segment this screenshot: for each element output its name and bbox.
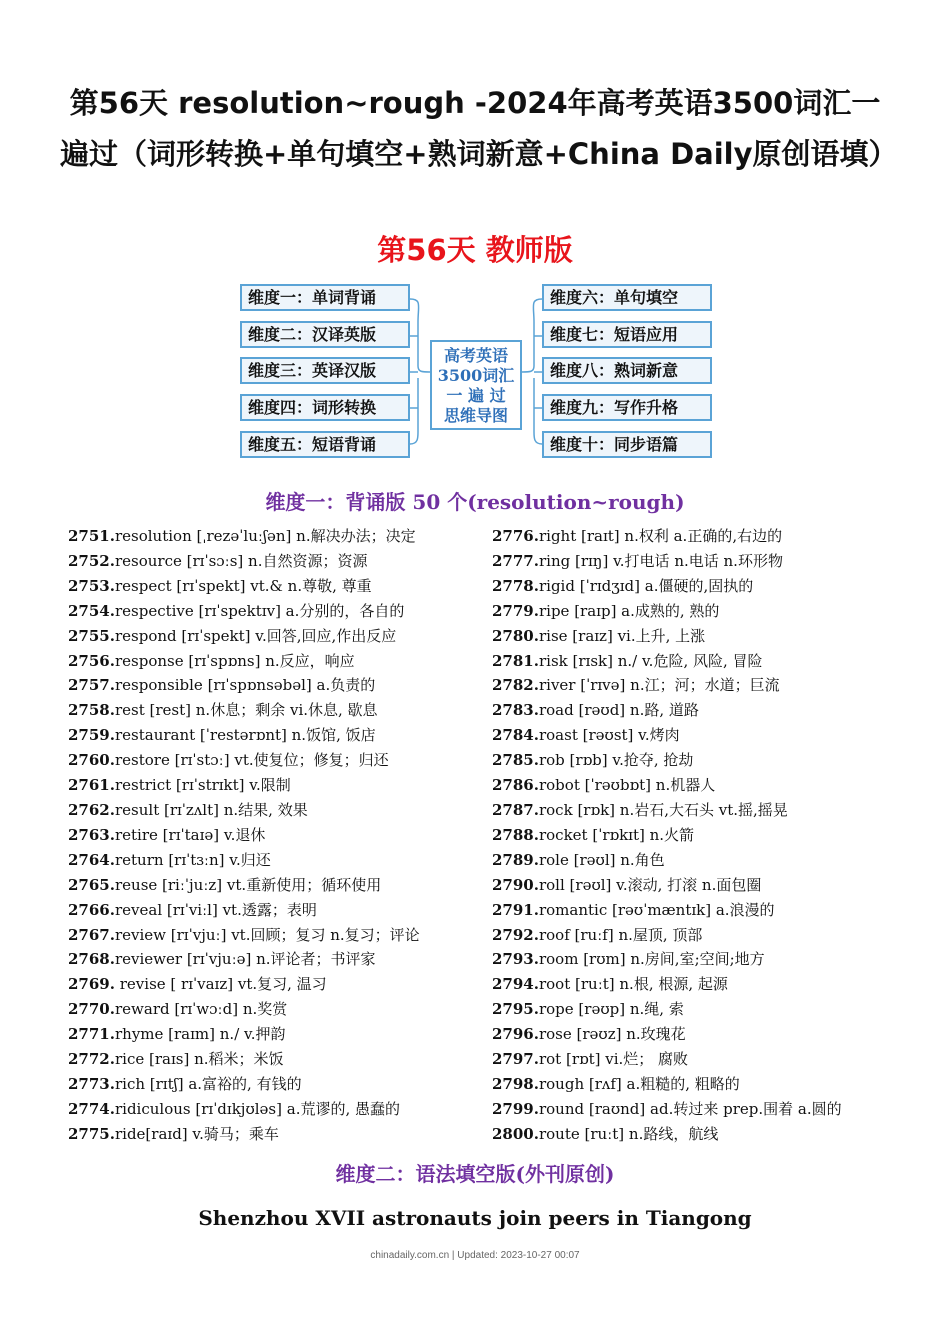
vocab-number: 2790.	[492, 875, 539, 894]
center-line-1: 高考英语	[443, 346, 508, 365]
vocab-number: 2768.	[68, 950, 115, 969]
vocab-number: 2753.	[68, 576, 115, 595]
vocab-entry	[492, 848, 842, 873]
vocab-definition: retire [rɪˈtaɪə] v.退休	[114, 825, 266, 844]
vocab-definition: return [rɪˈtɜːn] v.归还	[114, 850, 271, 869]
vocab-number: 2752.	[68, 551, 115, 570]
vocab-entry	[68, 1097, 420, 1122]
vocab-entry	[68, 873, 420, 898]
vocab-entry	[492, 599, 842, 624]
vocab-definition: ring [rɪŋ] v.打电话 n.电话 n.环形物	[538, 551, 783, 570]
vocab-entry	[68, 649, 420, 674]
vocab-entry	[492, 649, 842, 674]
dimension-box-10: 维度十：同步语篇	[542, 431, 712, 458]
vocab-number: 2775.	[68, 1124, 115, 1143]
vocab-number: 2794.	[492, 975, 539, 994]
vocab-definition: romantic [rəʊˈmæntɪk] a.浪漫的	[538, 900, 775, 919]
vocab-definition: root [ruːt] n.根, 根源, 起源	[538, 975, 728, 994]
vocab-definition: rice [raɪs] n.稻米；米饭	[114, 1050, 284, 1069]
vocab-definition: ridiculous [rɪˈdɪkjʊləs] a.荒谬的, 愚蠢的	[114, 1099, 400, 1118]
vocab-number: 2755.	[68, 626, 115, 645]
vocab-number: 2793.	[492, 950, 539, 969]
dimension-box-2: 维度二：汉译英版	[240, 321, 410, 348]
vocab-entry	[68, 524, 420, 549]
vocab-number: 2776.	[492, 527, 539, 545]
dimension-box-8: 维度八：熟词新意	[542, 357, 712, 384]
vocab-definition: robot [ˈrəʊbɒt] n.机器人	[538, 776, 716, 795]
vocab-number: 2754.	[68, 601, 115, 620]
vocab-entry	[492, 997, 842, 1022]
dimension-box-7: 维度七：短语应用	[542, 321, 712, 348]
vocab-number: 2774.	[68, 1099, 115, 1118]
vocab-entry	[68, 698, 420, 723]
vocab-entry	[492, 1022, 842, 1047]
vocab-definition: rigid [ˈrɪdʒɪd] a.僵硬的,固执的	[538, 576, 754, 595]
vocab-definition: route [ruːt] n.路线，航线	[538, 1124, 719, 1143]
vocab-number: 2798.	[492, 1074, 539, 1093]
vocab-definition: restrict [rɪˈstrɪkt] v.限制	[114, 776, 291, 795]
vocab-number: 2795.	[492, 1000, 539, 1019]
vocab-definition: ride[raɪd] v.骑马；乘车	[114, 1124, 279, 1143]
dimension-box-3: 维度三：英译汉版	[240, 357, 410, 384]
vocab-definition: reviewer [rɪˈvjuːə] n.评论者；书评家	[114, 950, 376, 969]
vocab-number: 2751.	[68, 527, 115, 545]
vocab-number: 2765.	[68, 875, 115, 894]
article-title: Shenzhou XVII astronauts join peers in Tiangong	[198, 1206, 752, 1230]
vocab-definition: round [raʊnd] ad.转过来 prep.围着 a.圆的	[538, 1099, 842, 1118]
vocab-entry	[68, 773, 420, 798]
vocab-number: 2782.	[492, 676, 539, 695]
vocab-definition: rough [rʌf] a.粗糙的, 粗略的	[538, 1074, 740, 1093]
dimension-box-9: 维度九：写作升格	[542, 394, 712, 421]
vocab-number: 2770.	[68, 1000, 115, 1019]
vocab-number: 2787.	[492, 800, 539, 819]
vocab-definition: resolution [ˌrezəˈluːʃən] n.解决办法；决定	[114, 527, 416, 545]
center-line-2: 3500词汇	[437, 366, 515, 385]
vocab-entry	[68, 848, 420, 873]
vocab-entry	[68, 798, 420, 823]
vocab-number: 2756.	[68, 651, 115, 670]
vocab-entry	[492, 1097, 842, 1122]
vocab-entry	[68, 898, 420, 923]
vocab-entry	[492, 923, 842, 948]
vocab-number: 2779.	[492, 601, 539, 620]
vocab-definition: river [ˈrɪvə] n.江；河；水道；巨流	[538, 676, 780, 695]
page-subtitle: 第56天 教师版	[377, 233, 573, 267]
vocab-entry	[492, 873, 842, 898]
vocab-number: 2788.	[492, 825, 539, 844]
vocab-definition: room [rʊm] n.房间,室;空间;地方	[538, 950, 765, 969]
vocab-definition: roast [rəʊst] v.烤肉	[538, 726, 680, 745]
vocab-definition: restore [rɪˈstɔː] vt.使复位；修复；归还	[114, 751, 389, 770]
vocab-entry	[68, 1047, 420, 1072]
vocab-entry	[492, 549, 842, 574]
vocab-column-left	[68, 524, 420, 1147]
vocab-entry	[68, 1072, 420, 1097]
page-title: 第56天 resolution~rough -2024年高考英语3500词汇一遍过（词形转换+单句填空+熟词新意+China Daily原创语填）	[60, 86, 898, 171]
vocab-number: 2766.	[68, 900, 115, 919]
center-line-3: 一 遍 过	[446, 386, 506, 405]
section-heading-grammar: 维度二：语法填空版(外刊原创)	[335, 1162, 615, 1186]
vocab-number: 2778.	[492, 576, 539, 595]
vocab-entry	[68, 1122, 420, 1147]
vocab-number: 2771.	[68, 1025, 115, 1044]
vocab-entry	[492, 748, 842, 773]
vocab-definition: rob [rɒb] v.抢夺, 抢劫	[538, 751, 694, 770]
vocab-number: 2784.	[492, 726, 539, 745]
vocab-definition: road [rəʊd] n.路, 道路	[538, 701, 699, 720]
vocab-entry	[68, 972, 420, 997]
vocab-entry	[492, 798, 842, 823]
vocab-entry	[492, 1122, 842, 1147]
vocab-number: 2762.	[68, 800, 115, 819]
vocab-number: 2791.	[492, 900, 539, 919]
vocab-number: 2764.	[68, 850, 115, 869]
vocab-definition: rocket [ˈrɒkɪt] n.火箭	[538, 825, 695, 844]
vocab-number: 2783.	[492, 701, 539, 720]
vocab-entry	[68, 923, 420, 948]
vocab-definition: result [rɪˈzʌlt] n.结果, 效果	[114, 800, 308, 819]
vocab-entry	[492, 972, 842, 997]
vocab-number: 2763.	[68, 825, 115, 844]
vocab-definition: rise [raɪz] vi.上升, 上涨	[538, 626, 706, 645]
vocab-number: 2785.	[492, 751, 539, 770]
vocab-entry	[492, 723, 842, 748]
vocab-column-right	[492, 524, 842, 1147]
vocab-definition: resource [rɪˈsɔːs] n.自然资源；资源	[114, 551, 368, 570]
vocab-definition: risk [rɪsk] n./ v.危险, 风险, 冒险	[538, 651, 763, 670]
vocab-entry	[492, 524, 842, 549]
vocab-number: 2767.	[68, 925, 115, 944]
vocab-entry	[492, 947, 842, 972]
vocab-number: 2758.	[68, 701, 115, 720]
vocab-entry	[492, 1047, 842, 1072]
vocab-definition: review [rɪˈvjuː] vt.回顾；复习 n.复习；评论	[114, 925, 420, 944]
vocab-entry	[68, 1022, 420, 1047]
vocab-definition: respond [rɪˈspekt] v.回答,回应,作出反应	[114, 626, 397, 645]
vocab-number: 2792.	[492, 925, 539, 944]
vocab-entry	[68, 673, 420, 698]
vocab-definition: rose [rəʊz] n.玫瑰花	[538, 1025, 686, 1044]
vocab-definition: role [rəʊl] n.角色	[538, 850, 665, 869]
vocab-entry	[68, 574, 420, 599]
vocab-definition: ripe [raɪp] a.成熟的, 熟的	[538, 601, 720, 620]
vocab-definition: rock [rɒk] n.岩石,大石头 vt.摇,摇晃	[538, 800, 788, 819]
vocab-definition: respect [rɪˈspekt] vt.& n.尊敬, 尊重	[114, 576, 372, 595]
vocab-number: 2796.	[492, 1025, 539, 1044]
vocab-definition: rot [rɒt] vi.烂； 腐败	[538, 1050, 689, 1069]
vocab-number: 2797.	[492, 1050, 539, 1069]
vocab-number: 2777.	[492, 551, 539, 570]
vocab-number: 2761.	[68, 776, 115, 795]
vocab-entry	[68, 723, 420, 748]
vocab-definition: rich [rɪtʃ] a.富裕的, 有钱的	[114, 1074, 302, 1093]
vocab-entry	[68, 549, 420, 574]
dimension-box-4: 维度四：词形转换	[240, 394, 410, 421]
vocab-entry	[68, 748, 420, 773]
vocab-definition: rest [rest] n.休息；剩余 vi.休息, 歇息	[114, 701, 378, 720]
vocab-number: 2772.	[68, 1050, 115, 1069]
vocab-definition: roof [ruːf] n.屋顶, 顶部	[538, 925, 703, 944]
vocab-number: 2800.	[492, 1124, 539, 1143]
vocab-number: 2780.	[492, 626, 539, 645]
vocab-number: 2760.	[68, 751, 115, 770]
vocab-number: 2773.	[68, 1074, 115, 1093]
vocab-definition: right [raɪt] n.权利 a.正确的,右边的	[538, 527, 783, 545]
vocab-entry	[492, 1072, 842, 1097]
vocab-number: 2786.	[492, 776, 539, 795]
dimension-box-5: 维度五：短语背诵	[240, 431, 410, 458]
vocab-entry	[492, 898, 842, 923]
vocab-number: 2799.	[492, 1099, 539, 1118]
article-source-line: chinadaily.com.cn | Updated: 2023-10-27 00:07	[370, 1250, 580, 1261]
vocab-definition: reveal [rɪˈviːl] vt.透露；表明	[114, 900, 317, 919]
vocab-number: 2781.	[492, 651, 539, 670]
vocab-number: 2759.	[68, 726, 115, 745]
vocab-entry	[492, 823, 842, 848]
vocab-entry	[68, 624, 420, 649]
vocab-definition: reward [rɪˈwɔːd] n.奖赏	[114, 1000, 288, 1019]
vocab-entry	[68, 947, 420, 972]
vocab-entry	[492, 773, 842, 798]
vocab-entry	[492, 574, 842, 599]
vocab-entry	[68, 997, 420, 1022]
vocab-definition: revise [ rɪˈvaɪz] vt.复习, 温习	[114, 975, 327, 994]
center-line-4: 思维导图	[443, 406, 508, 425]
vocab-definition: restaurant [ˈrestərɒnt] n.饭馆, 饭店	[114, 726, 376, 745]
mind-map-diagram	[240, 282, 712, 460]
vocab-definition: roll [rəʊl] v.滚动, 打滚 n.面包圈	[538, 875, 762, 894]
vocab-entry	[492, 624, 842, 649]
section-heading-recitation: 维度一：背诵版 50 个(resolution~rough)	[265, 490, 685, 514]
vocab-entry	[492, 698, 842, 723]
vocab-definition: respective [rɪˈspektɪv] a.分别的，各自的	[114, 601, 405, 620]
vocab-definition: reuse [riːˈjuːz] vt.重新使用；循环使用	[114, 875, 382, 894]
vocab-number: 2769.	[68, 975, 115, 994]
mind-map-center	[430, 340, 522, 430]
vocab-entry	[68, 823, 420, 848]
vocab-definition: rhyme [raɪm] n./ v.押韵	[114, 1025, 286, 1044]
dimension-box-1: 维度一：单词背诵	[240, 284, 410, 311]
vocab-number: 2757.	[68, 676, 115, 695]
vocab-definition: rope [rəʊp] n.绳, 索	[538, 1000, 684, 1019]
vocab-entry	[492, 673, 842, 698]
dimension-box-6: 维度六：单句填空	[542, 284, 712, 311]
vocab-entry	[68, 599, 420, 624]
vocab-definition: responsible [rɪˈspɒnsəbəl] a.负责的	[114, 676, 376, 695]
vocab-number: 2789.	[492, 850, 539, 869]
vocab-definition: response [rɪˈspɒns] n.反应，响应	[114, 651, 355, 670]
